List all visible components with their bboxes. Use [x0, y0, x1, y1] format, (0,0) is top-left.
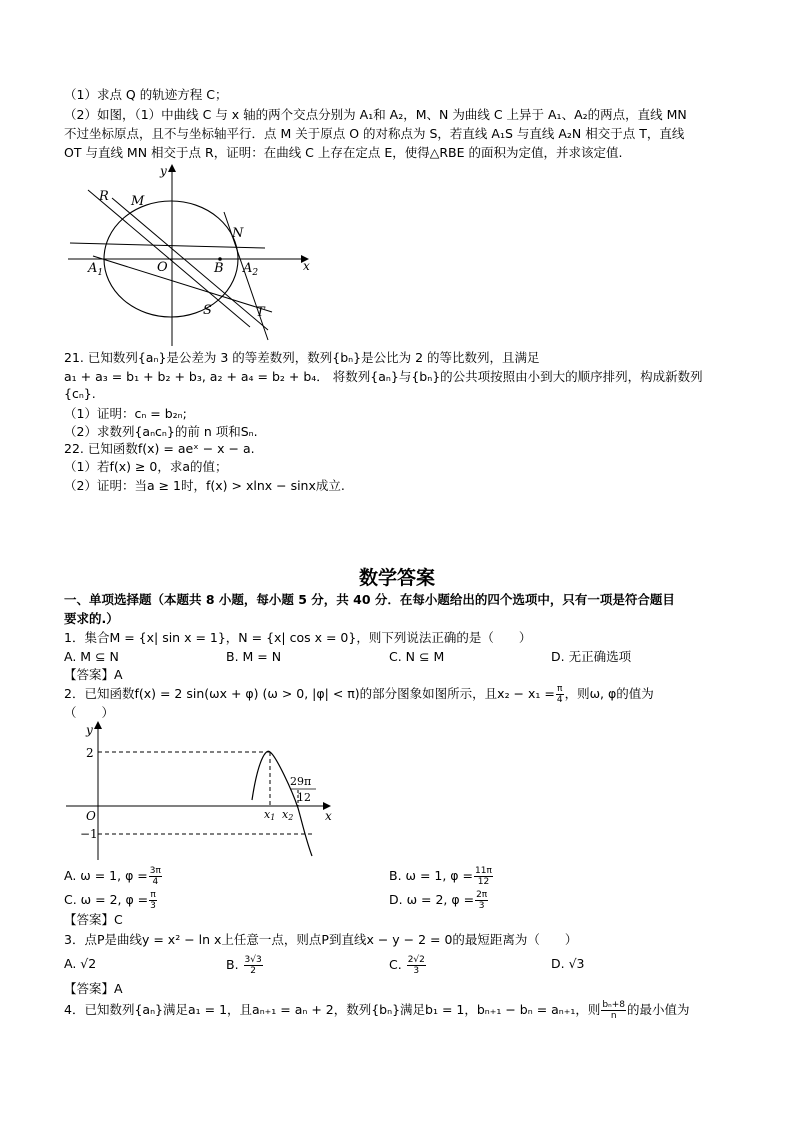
- label-y: y: [160, 164, 167, 178]
- q3-stem: 3．点P是曲线y = x² − ln x上任意一点，则点P到直线x − y − 2 = 0的最短距离为（ ）: [64, 932, 578, 947]
- q4-fraction: $\frac{\text{bₙ+8}}{n}$: [602, 1000, 625, 1021]
- label-2: 2: [86, 746, 94, 760]
- q2-option-a: A. ω = 1, φ = $\frac{3\pi}{4}$: [64, 866, 161, 887]
- q2-stem-tail: ，则ω, φ的值为: [564, 686, 654, 701]
- q2-option-b: B. ω = 1, φ = $\frac{11\pi}{12}$: [389, 866, 492, 887]
- label-R: R: [99, 189, 109, 204]
- answers-title: 数学答案: [358, 567, 435, 589]
- label-B: B: [214, 261, 224, 276]
- q1-stem: 1．集合M = {x| sin x = 1}，N = {x| cos x = 0}，则下列说法正确的是（ ）: [64, 630, 532, 645]
- section1-heading-line2: 要求的.）: [64, 611, 119, 626]
- q4-stem-tail: 的最小值为: [626, 1002, 690, 1017]
- q4-stem: [64, 1000, 690, 1021]
- p21-line1: 21. 已知数列{aₙ}是公差为 3 的等差数列，数列{bₙ}是公比为 2 的等比数列，且满足: [64, 350, 540, 365]
- q1-option-d: D. 无正确选项: [551, 649, 632, 664]
- q1-answer: 【答案】A: [64, 667, 123, 682]
- p22-line3: （2）证明：当a ≥ 1时，f(x) > xlnx − sinx成立.: [64, 478, 345, 493]
- p22-line1: 22. 已知函数f(x) = aeˣ − x − a.: [64, 441, 255, 456]
- q2-answer: 【答案】C: [64, 912, 123, 927]
- q2-stem-text: 2．已知函数f(x) = 2 sin(ωx + φ) (ω > 0, |φ| < π)的部分图象如图所示，且x₂ − x₁ =: [64, 686, 555, 701]
- q1-option-b: B. M = N: [226, 649, 282, 664]
- p20-part1: （1）求点 Q 的轨迹方程 C；: [64, 87, 228, 102]
- q1-option-a: A. M ⊆ N: [64, 649, 119, 664]
- p21-line5: （2）求数列{aₙcₙ}的前 n 项和Sₙ.: [64, 424, 258, 439]
- p20-part2-line2: 不过坐标原点，且不与坐标轴平行．点 M 关于原点 O 的对称点为 S，若直线 A₁S 与直线 A₂N 相交于点 T，直线: [64, 126, 685, 141]
- q3-option-b: B. $\frac{3√3}{2}$: [226, 955, 262, 976]
- p21-line3: {cₙ}.: [64, 386, 96, 401]
- q1-option-c: C. N ⊆ M: [389, 649, 445, 664]
- p21-line2: a₁ + a₃ = b₁ + b₂ + b₃, a₂ + a₄ = b₂ + b₄． 将数列{aₙ}与{bₙ}的公共项按照由小到大的顺序排列，构成新数列: [64, 369, 703, 384]
- p22-line2: （1）若f(x) ≥ 0，求a的值；: [64, 459, 228, 474]
- label-x: x: [303, 259, 310, 273]
- section1-heading-line1: 一、单项选择题（本题共 8 小题，每小题 5 分，共 40 分．在每小题给出的四个选项中，只有一项是符合题目: [64, 592, 675, 607]
- label-A2: $A_2$: [243, 261, 259, 278]
- q2-stem-fraction: $\frac{\pi}{4}$: [556, 684, 563, 705]
- label-N: N: [232, 226, 244, 241]
- label-A1: $A_1$: [88, 261, 104, 278]
- label-M: M: [131, 194, 145, 209]
- q3-option-c: C. $\frac{2√2}{3}$: [389, 955, 425, 976]
- label-x2: x2: [282, 808, 294, 822]
- label-S: S: [203, 303, 212, 318]
- label-frac-den: 12: [297, 791, 311, 804]
- q2-option-c: C. ω = 2, φ = $\frac{\pi}{3}$: [64, 890, 156, 911]
- p21-line4: （1）证明：cₙ = b₂ₙ;: [64, 406, 187, 421]
- label-T: T: [256, 305, 265, 320]
- label-x1: x1: [264, 808, 276, 822]
- label-x: x: [325, 809, 332, 823]
- label-O: O: [86, 809, 96, 823]
- q4-stem-text: 4．已知数列{aₙ}满足a₁ = 1，且aₙ₊₁ = aₙ + 2，数列{bₙ}满足b₁ = 1，bₙ₊₁ − bₙ = aₙ₊₁，则: [64, 1002, 601, 1017]
- label-y: y: [86, 723, 93, 737]
- q2-option-d: D. ω = 2, φ = $\frac{2\pi}{3}$: [389, 890, 488, 911]
- label-neg1: −1: [80, 827, 98, 841]
- q3-option-d: D. √3: [551, 956, 585, 971]
- p20-part2-line3: OT 与直线 MN 相交于点 R，证明：在曲线 C 上存在定点 E，使得△RBE 的面积为定值，并求该定值.: [64, 145, 623, 160]
- q2-paren: （ ）: [64, 705, 115, 720]
- label-frac-num: 29π: [290, 775, 312, 788]
- q3-option-a: A. √2: [64, 956, 97, 971]
- q3-answer: 【答案】A: [64, 981, 123, 996]
- p20-part2-line1: （2）如图，（1）中曲线 C 与 x 轴的两个交点分别为 A₁和 A₂，M、N 为曲线 C 上异于 A₁、A₂的两点，直线 MN: [64, 107, 687, 122]
- label-O: O: [157, 260, 168, 275]
